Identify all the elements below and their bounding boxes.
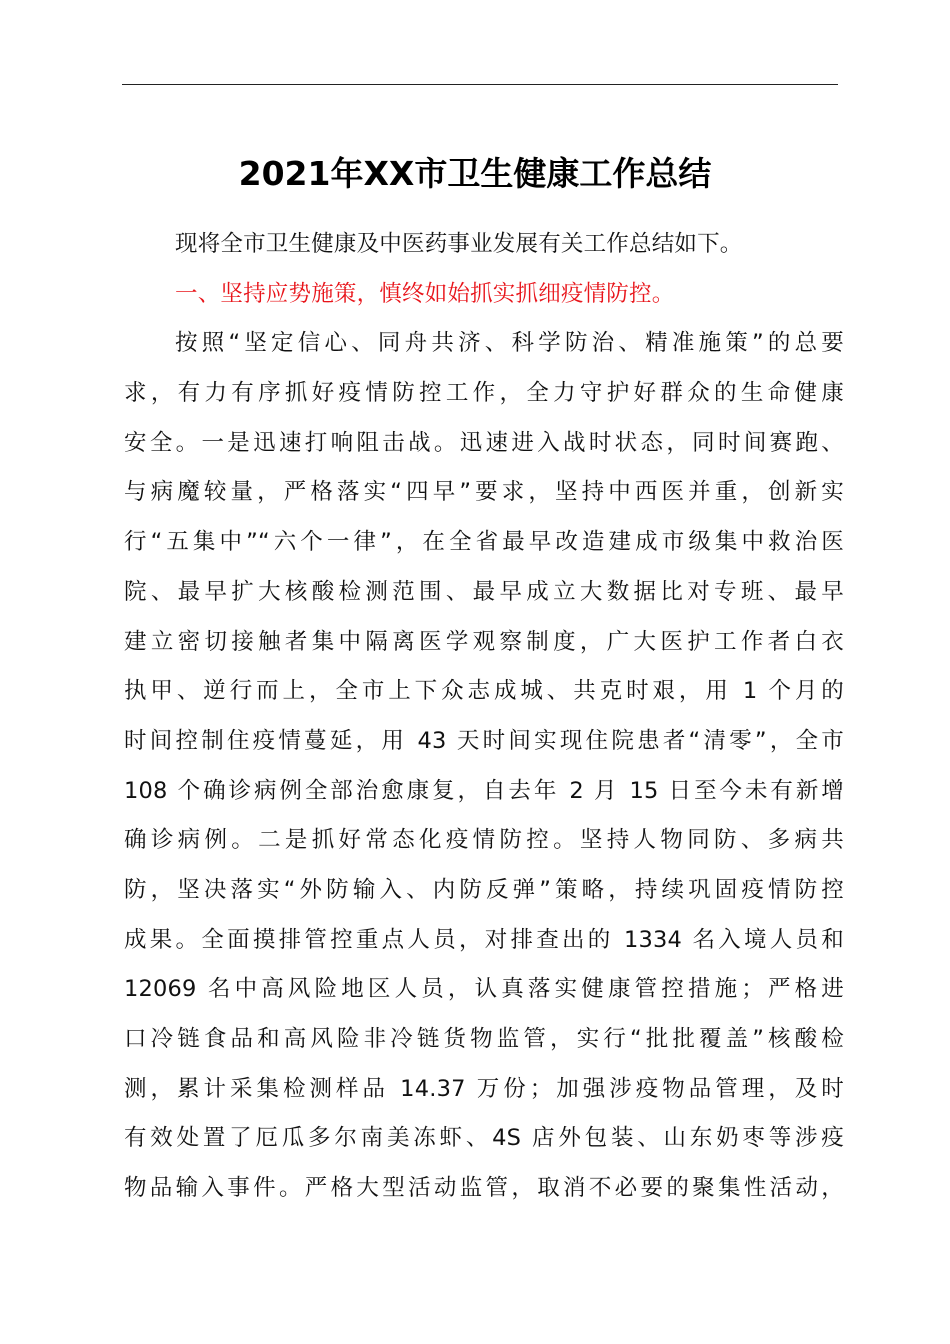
body-line: 测，累计采集检测样品 14.37 万份；加强涉疫物品管理，及时 — [124, 1075, 844, 1102]
body-line: 防，坚决落实“外防输入、内防反弹”策略，持续巩固疫情防控 — [124, 876, 844, 903]
body-line: 物品输入事件。严格大型活动监管，取消不必要的聚集性活动， — [124, 1175, 844, 1202]
body-line: 安全。一是迅速打响阻击战。迅速进入战时状态，同时间赛跑、 — [124, 429, 844, 456]
body-line: 时间控制住疫情蔓延，用 43 天时间实现住院患者“清零”，全市 — [124, 727, 844, 754]
body-line: 按照“坚定信心、同舟共济、科学防治、精准施策”的总要 — [175, 330, 844, 357]
body-line: 行“五集中”“六个一律”，在全省最早改造建成市级集中救治医 — [124, 529, 844, 556]
document-title: 2021年XX市卫生健康工作总结 — [238, 154, 712, 193]
header-rule — [122, 84, 838, 85]
body-line: 确诊病例。二是抓好常态化疫情防控。坚持人物同防、多病共 — [124, 827, 844, 854]
body-line: 口冷链食品和高风险非冷链货物监管，实行“批批覆盖”核酸检 — [124, 1026, 844, 1052]
section-heading: 一、坚持应势施策，慎终如始抓实抓细疫情防控。 — [175, 280, 675, 307]
body-line: 12069 名中高风险地区人员，认真落实健康管控措施；严格进 — [124, 976, 844, 1003]
body-line: 执甲、逆行而上，全市上下众志成城、共克时艰，用 1 个月的 — [124, 678, 844, 705]
body-line: 求，有力有序抓好疫情防控工作，全力守护好群众的生命健康 — [124, 380, 844, 407]
body-line: 108 个确诊病例全部治愈康复，自去年 2 月 15 日至今未有新增 — [124, 777, 844, 804]
body-line: 院、最早扩大核酸检测范围、最早成立大数据比对专班、最早 — [124, 578, 844, 605]
body-line: 有效处置了厄瓜多尔南美冻虾、4S 店外包装、山东奶枣等涉疫 — [124, 1125, 844, 1152]
document-body — [124, 220, 844, 1214]
body-line: 成果。全面摸排管控重点人员，对排查出的 1334 名入境人员和 — [124, 926, 844, 953]
body-line: 建立密切接触者集中隔离医学观察制度，广大医护工作者白衣 — [124, 628, 844, 655]
intro-paragraph: 现将全市卫生健康及中医药事业发展有关工作总结如下。 — [175, 231, 743, 257]
body-line: 与病魔较量，严格落实“四早”要求，坚持中西医并重，创新实 — [124, 479, 844, 506]
